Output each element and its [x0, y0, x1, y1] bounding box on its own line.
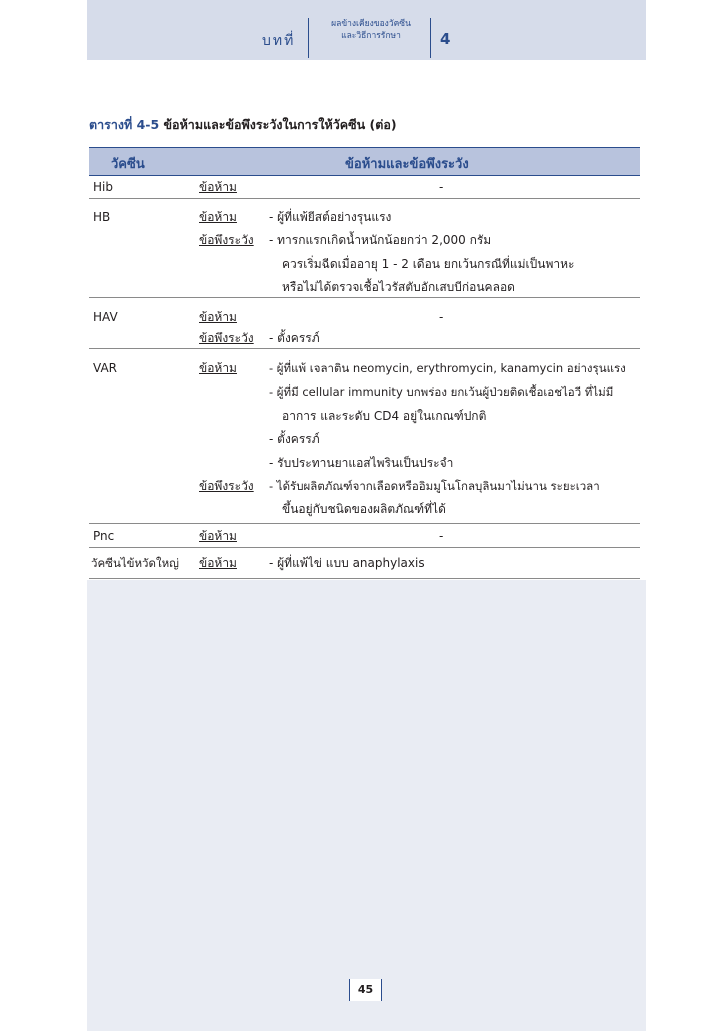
caution-line: ขึ้นอยู่กับชนิดของผลิตภัณฑ์ที่ได้ [282, 502, 446, 516]
table-caption [89, 115, 397, 135]
table-row [89, 199, 640, 298]
chapter-label: บทที่ [262, 33, 296, 49]
chapter-title-line1: ผลข้างเคียงของวัคซีน [331, 19, 411, 29]
contra-line: อาการ และระดับ CD4 อยู่ในเกณฑ์ปกติ [282, 409, 487, 423]
vaccine-name: HB [93, 210, 111, 224]
contra-value: - [439, 529, 444, 543]
vaccine-name: วัคซีนไข้หวัดใหญ่ [91, 556, 179, 570]
vaccine-name: VAR [93, 361, 117, 375]
contra-value: - [439, 180, 444, 194]
table-caption-text: ข้อห้ามและข้อพึงระวังในการให้วัคซีน (ต่อ) [163, 117, 397, 132]
table-caption-label: ตารางที่ 4-5 [89, 117, 160, 132]
contra-line: - ตั้งครรภ์ [269, 432, 320, 446]
header-contraindications: ข้อห้ามและข้อพึงระวัง [345, 157, 469, 172]
contra-line: - ผู้ที่มี cellular immunity บกพร่อง ยกเว้นผู้ป่วยติดเชื้อเอชไอวี ที่ไม่มี [269, 385, 614, 399]
contra-line: - รับประทานยาแอสไพรินเป็นประจำ [269, 456, 454, 470]
caution-line: - ทารกแรกเกิดน้ำหนักน้อยกว่า 2,000 กรัม [269, 233, 492, 247]
chapter-title [312, 18, 430, 42]
header-divider-right [430, 18, 431, 58]
table-header [89, 147, 640, 176]
vaccine-name: Hib [93, 180, 113, 194]
page-number-box [349, 979, 382, 1001]
chapter-title-line2: และวิธีการรักษา [341, 31, 401, 41]
contra-line: - ผู้ที่แพ้ เจลาติน neomycin, erythromycin, kanamycin อย่างรุนแรง [269, 361, 626, 375]
contra-label: ข้อห้าม [199, 310, 237, 324]
table-row [89, 524, 640, 548]
table-row [89, 298, 640, 349]
table-row [89, 349, 640, 524]
page-number: 45 [357, 983, 374, 996]
chapter-number: 4 [440, 30, 451, 48]
table-row [89, 175, 640, 199]
contra-label: ข้อห้าม [199, 556, 237, 570]
contra-value: - [439, 310, 444, 324]
caution-line: หรือไม่ได้ตรวจเชื้อไวรัสตับอักเสบบีก่อนคลอด [282, 280, 515, 294]
caution-line: ควรเริ่มฉีดเมื่ออายุ 1 - 2 เดือน ยกเว้นกรณีที่แม่เป็นพาหะ [282, 257, 575, 271]
table-row [89, 548, 640, 579]
header-divider-left [308, 18, 309, 58]
caution-label: ข้อพึงระวัง [199, 233, 254, 247]
caution-label: ข้อพึงระวัง [199, 331, 254, 345]
contra-label: ข้อห้าม [199, 361, 237, 375]
contra-label: ข้อห้าม [199, 529, 237, 543]
vaccine-name: HAV [93, 310, 118, 324]
contra-label: ข้อห้าม [199, 180, 237, 194]
caution-line: - ตั้งครรภ์ [269, 331, 320, 345]
vaccine-name: Pnc [93, 529, 115, 543]
contra-item: - ผู้ที่แพ้ยีสต์อย่างรุนแรง [269, 210, 392, 224]
contra-item: - ผู้ที่แพ้ไข่ แบบ anaphylaxis [269, 556, 425, 570]
caution-line: - ได้รับผลิตภัณฑ์จากเลือดหรืออิมมูโนโกลบุลินมาไม่นาน ระยะเวลา [269, 479, 600, 493]
caution-label: ข้อพึงระวัง [199, 479, 254, 493]
contra-label: ข้อห้าม [199, 210, 237, 224]
header-vaccine: วัคซีน [111, 157, 145, 172]
